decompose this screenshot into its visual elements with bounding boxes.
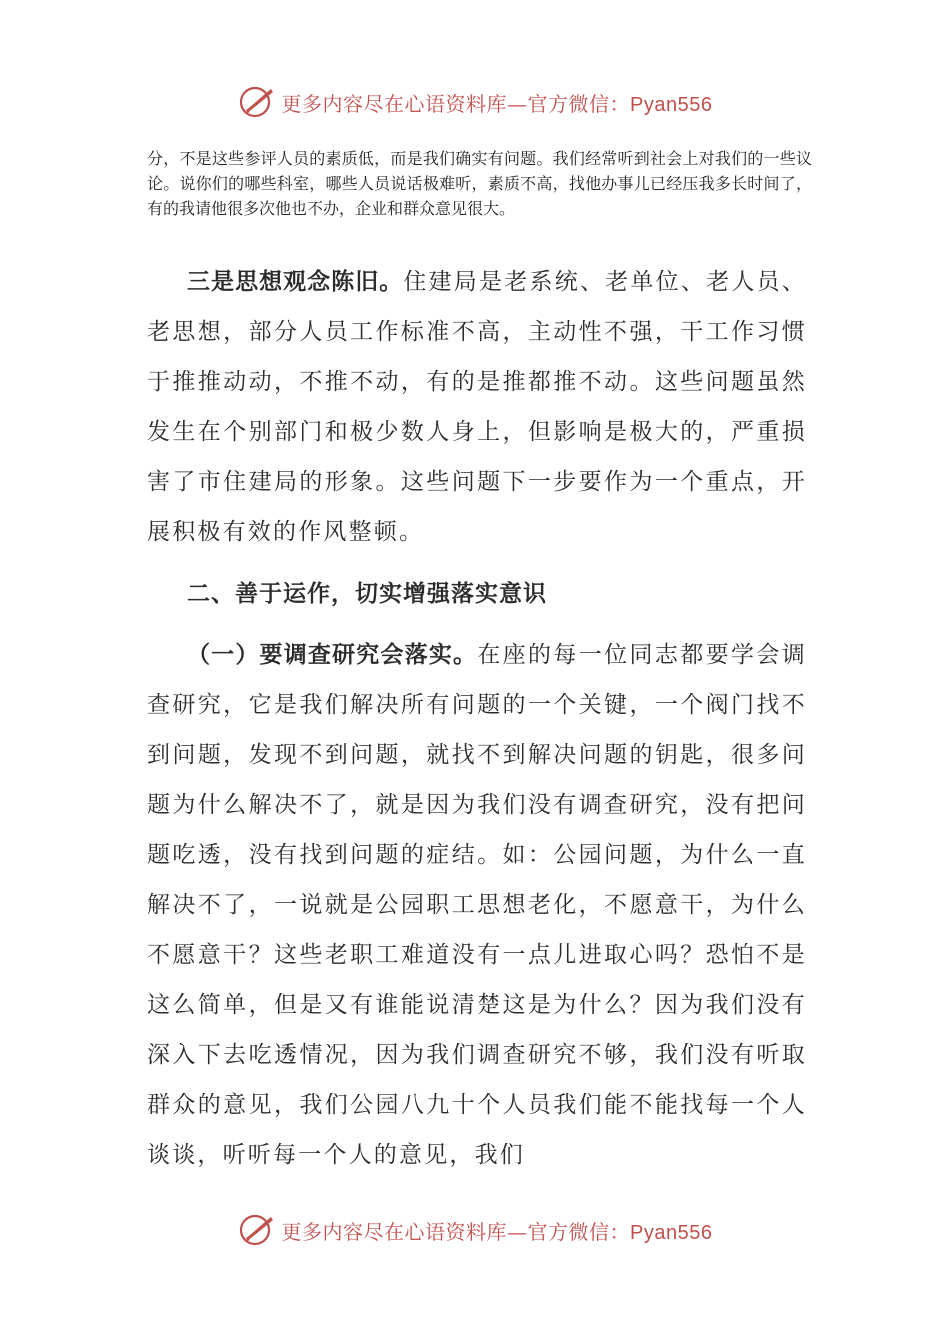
paragraph-body: 在座的每一位同志都要学会调查研究，它是我们解决所有问题的一个关键，一个阀门找不到问题，发现不到问题，就找不到解决问题的钥匙，很多问题为什么解决不了，就是因为我们没有调查研究，没有把问题吃透，没有找到问题的症结。如：公园问题，为什么一直解决不了，一说就是公园职工思想老化，不愿意干，为什么不愿意干？这些老职工难道没有一点儿进取心吗？恐怕不是这么简单，但是又有谁能说清楚这是为什么？因为我们没有深入下去吃透情况，因为我们调查研究不够，我们没有听取群众的意见，我们公园八九十个人员我们能不能找每一个人谈谈，听听每一个人的意见，我们 — [147, 642, 807, 1168]
pen-logo-icon — [238, 1212, 276, 1248]
paragraph-lead: （一）要调查研究会落实。 — [187, 642, 478, 668]
banner-label: 更多内容尽在心语资料库—官方微信： — [281, 91, 631, 116]
pen-logo-icon — [238, 84, 276, 120]
wechat-id: Pyan556 — [630, 1221, 713, 1244]
banner-text — [282, 1216, 713, 1245]
wechat-id: Pyan556 — [630, 93, 713, 116]
footer-watermark-banner — [0, 1210, 950, 1250]
paragraph-thought-concepts — [147, 257, 807, 557]
section-heading: 二、善于运作，切实增强落实意识 — [187, 581, 547, 607]
banner-text — [282, 88, 713, 117]
paragraph-body: 住建局是老系统、老单位、老人员、老思想，部分人员工作标准不高，主动性不强，干工作习惯于推推动动，不推不动，有的是推都推不动。这些问题虽然发生在个别部门和极少数人身上，但影响是极大的，严重损害了市住建局的形象。这些问题下一步要作为一个重点，开展积极有效的作风整顿。 — [147, 269, 808, 545]
paragraph-research — [147, 630, 807, 1180]
banner-label: 更多内容尽在心语资料库—官方微信： — [281, 1219, 631, 1244]
paragraph-lead: 三是思想观念陈旧。 — [187, 269, 404, 295]
header-watermark-banner — [0, 82, 950, 122]
intro-paragraph: 分，不是这些参评人员的素质低，而是我们确实有问题。我们经常听到社会上对我们的一些议论。说你们的哪些科室，哪些人员说话极难听，素质不高，找他办事儿已经压我多长时间了，有的我请他很多次他也不办，企业和群众意见很大。 — [147, 149, 812, 218]
